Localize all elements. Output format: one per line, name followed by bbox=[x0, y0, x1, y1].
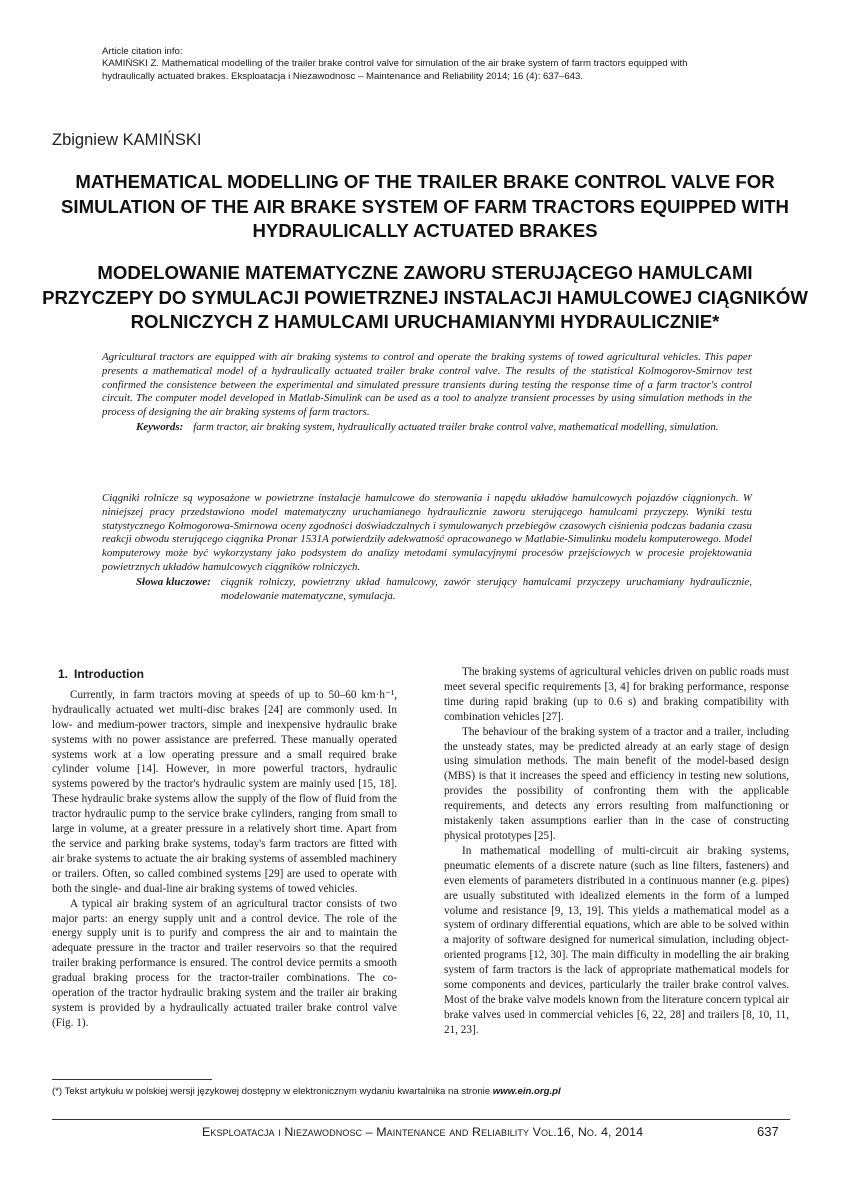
page-number: 637 bbox=[757, 1124, 779, 1139]
paragraph: In mathematical modelling of multi-circuit air braking systems, pneumatic elements of a discrete nature (such as line filters, fasteners) and even elements of parameters distributed in a continuous manner (e.g. pipes) are usually substituted with idealized elements in the form of a lumped volume and resistance [9, 13, 19]. This yields a mathematical model as a system of ordinary differential equations, which are able to be solved within a majority of software designed for numerical simulation, including object-oriented programs [12, 30]. The main difficulty in modelling the air braking system of farm tractors is the lack of appropriate mathematical models for some components and devices, particularly the trailer brake control valves. Most of the brake valve models known from the literature concern typical air brake valves used in commercial vehicles [6, 22, 28] and trailers [8, 10, 11, 21, 23]. bbox=[444, 844, 789, 1036]
footer-divider bbox=[52, 1119, 790, 1120]
left-column bbox=[52, 665, 397, 1031]
footer-journal-title: Eksploatacja i Niezawodnosc – Maintenance and Reliability Vol.16, No. 4, 2014 bbox=[202, 1125, 644, 1139]
author-name: Zbigniew KAMIŃSKI bbox=[52, 131, 202, 149]
paragraph: The braking systems of agricultural vehicles driven on public roads must meet several specific requirements [3, 4] for braking performance, response time during rapid braking (up to 0.6 s) and braking compatibility with combination vehicles [27]. bbox=[444, 666, 789, 723]
abstract-english bbox=[102, 351, 752, 435]
paragraph: The behaviour of the braking system of a tractor and a trailer, including the unsteady states, may be predicted already at an early stage of design using simulation methods. The main benefit of the model-based design (MBS) is that it increases the speed and efficiency in testing new solutions, provides the possibility of confronting them with the applicable requirements, and detects any errors resulting from malfunctioning or mistakenly taken assumptions earlier than in the case of constructing physical prototypes [25]. bbox=[444, 725, 789, 842]
citation-label: Article citation info: bbox=[102, 46, 183, 57]
keywords-english bbox=[102, 421, 752, 435]
citation-info bbox=[102, 46, 762, 83]
footnote-text: Tekst artykułu w polskiej wersji językowej dostępny w elektronicznym wydaniu kwartalnika na stronie bbox=[64, 1086, 491, 1097]
keywords-polish-text: ciągnik rolniczy, powietrzny układ hamulcowy, zawór sterujący hamulcami przyczepy uruchamiany hydraulicznie, modelowanie matematyczne, symulacja. bbox=[220, 575, 752, 602]
section-number: 1. bbox=[58, 667, 69, 681]
title-polish: MODELOWANIE MATEMATYCZNE ZAWORU STERUJĄCEGO HAMULCAMI PRZYCZEPY DO SYMULACJI POWIETRZNEJ INSTALACJI HAMULCOWEJ CIĄGNIKÓW ROLNICZYCH Z HAMULCAMI URUCHAMIANYMI HYDRAULICZNIE* bbox=[42, 262, 808, 333]
title-english: MATHEMATICAL MODELLING OF THE TRAILER BRAKE CONTROL VALVE FOR SIMULATION OF THE AIR BRAKE SYSTEM OF FARM TRACTORS EQUIPPED WITH HYDRAULICALLY ACTUATED BRAKES bbox=[61, 171, 789, 242]
citation-line-1: KAMIŃSKI Z. Mathematical modelling of the trailer brake control valve for simulation of the air brake system of farm tractors equipped with bbox=[102, 58, 688, 70]
paragraph: A typical air braking system of an agricultural tractor consists of two major parts: an energy supply unit and a control device. The role of the energy supply unit is to purify and compress the air and to maintain the adequate pressure in the tractor and trailer reservoirs so that the required trailer braking performance is ensured. The control device permits a smooth gradual braking process for the tractor-trailer combinations. The co-operation of the tractor hydraulic braking system and the trailer air braking system is provided by a hydraulically actuated trailer brake control valve (Fig. 1). bbox=[52, 897, 397, 1029]
keywords-english-text: farm tractor, air braking system, hydraulically actuated trailer brake control valve, mathematical modelling, simulation. bbox=[193, 420, 719, 433]
footnote bbox=[52, 1086, 561, 1097]
abstract-polish-text: Ciągniki rolnicze są wyposażone w powietrzne instalacje hamulcowe do sterowania i napędu układów hamulcowych pojazdów ciągnionych. W niniejszej pracy przedstawiono model matematyczny uruchamianego hydraulicznie zaworu sterującego hamulcami przyczepy. Wyniki testu statystycznego Kołmogorowa-Smirnowa oceny zgodności doświadczalnych i symulowanych przebiegów czasowych ciśnienia podczas badania czasu reakcji obwodu sterującego ciągnika Pronar 1531A potwierdziły adekwatność opracowanego w Matlabie-Simulinku modelu komputerowego. Model komputerowy może być wykorzystany jako podsystem do analizy metodami symulacyjnymi procesów przejściowych w procesie projektowania powietrznych układów hamulcowych ciągników rolniczych. bbox=[102, 492, 752, 573]
keywords-polish bbox=[102, 576, 752, 604]
section-heading bbox=[58, 667, 397, 682]
abstract-polish bbox=[102, 492, 752, 603]
paragraph: Currently, in farm tractors moving at speeds of up to 50–60 km·h⁻¹, hydraulically actuated wet multi-disc brakes [24] are commonly used. In low- and medium-power tractors, simple and inexpensive hydraulic brake systems with no power assistance are preferred. These manually operated systems work at a low operating pressure and a small required brake cylinder volume [14]. However, in more powerful tractors, hydraulic systems powered by the tractor's hydraulic system are mainly used [15, 18]. These hydraulic brake systems allow the supply of the flow of fluid from the tractor hydraulic pump to the service brake cylinders, ranging from small to large in volume, at a greater pressure in a relatively short time. Apart from the service and parking brake systems, today's farm tractors are fitted with air brake systems to actuate the air braking systems of assembled machinery or trailers. Often, so called combined systems [29] are used to operate with both the single- and dual-line air braking systems of towed vehicles. bbox=[52, 688, 397, 895]
abstract-english-text: Agricultural tractors are equipped with air braking systems to control and operate the braking systems of towed agricultural vehicles. This paper presents a mathematical model of a hydraulically actuated trailer brake control valve. The results of the statistical Kolmogorov-Smirnov test confirmed the consistence between the experimental and simulated pressure transients during testing the response time of a farm tractor's control circuit. The computer model developed in Matlab-Simulink can be used as a tool to analyze transient processes by using simulation methods in the process of designing the air braking systems of farm tractors. bbox=[102, 351, 752, 419]
citation-line-2: hydraulically actuated brakes. Eksploatacja i Niezawodnosc – Maintenance and Reliability 2014; 16 (4): 637–643. bbox=[102, 70, 584, 82]
keywords-english-label: Keywords: bbox=[136, 420, 184, 433]
section-title: Introduction bbox=[74, 667, 144, 681]
right-column bbox=[444, 665, 789, 1038]
footnote-divider bbox=[52, 1079, 212, 1080]
keywords-polish-label: Słowa kluczowe: bbox=[136, 575, 211, 588]
footnote-link[interactable]: www.ein.org.pl bbox=[492, 1086, 561, 1097]
footnote-marker: (*) bbox=[52, 1086, 63, 1097]
